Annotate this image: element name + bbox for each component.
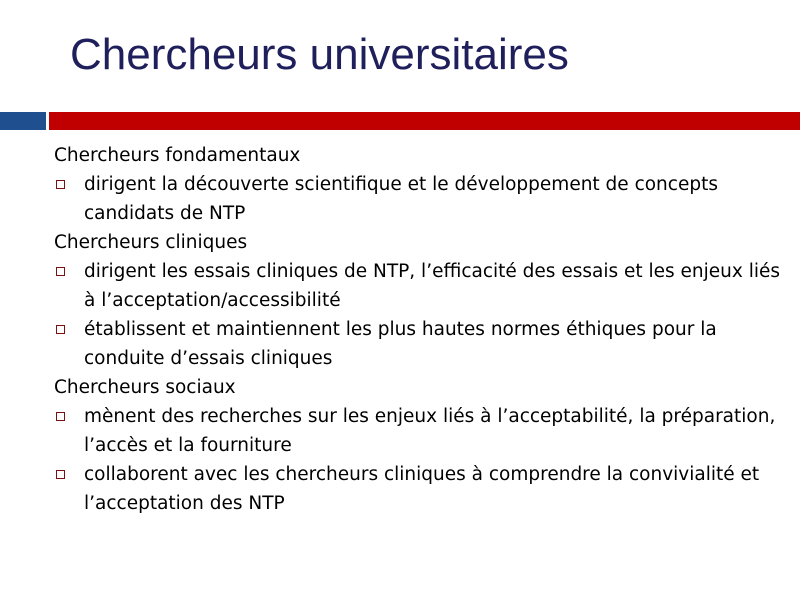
- bullet-item: [54, 257, 784, 315]
- bullet-text: établissent et maintiennent les plus hautes normes éthiques pour la conduite d’essais cliniques: [84, 319, 717, 369]
- slide-content: [54, 141, 784, 518]
- square-bullet-icon: [56, 470, 65, 479]
- square-bullet-icon: [56, 180, 65, 189]
- section-heading-sociaux: Chercheurs sociaux: [54, 377, 236, 398]
- bullet-text: mènent des recherches sur les enjeux liés à l’acceptabilité, la préparation, l’accès et la fourniture: [84, 406, 776, 456]
- bullet-item: [54, 460, 784, 518]
- bullet-text: dirigent la découverte scientifique et le développement de concepts candidats de NTP: [84, 174, 718, 224]
- title-accent-bar-red: [49, 112, 800, 130]
- bullet-item: [54, 315, 784, 373]
- section-heading-fondamentaux: Chercheurs fondamentaux: [54, 145, 301, 166]
- slide-title: Chercheurs universitaires: [70, 30, 569, 79]
- bullet-text: collaborent avec les chercheurs cliniques à comprendre la convivialité et l’acceptation des NTP: [84, 464, 760, 514]
- square-bullet-icon: [56, 412, 65, 421]
- bullet-item: [54, 402, 784, 460]
- bullet-text: dirigent les essais cliniques de NTP, l’efficacité des essais et les enjeux liés à l’acceptation/accessibilité: [84, 261, 781, 311]
- square-bullet-icon: [56, 325, 65, 334]
- section-heading-cliniques: Chercheurs cliniques: [54, 232, 248, 253]
- bullet-item: [54, 170, 784, 228]
- square-bullet-icon: [56, 267, 65, 276]
- title-accent-bar-blue: [0, 112, 46, 130]
